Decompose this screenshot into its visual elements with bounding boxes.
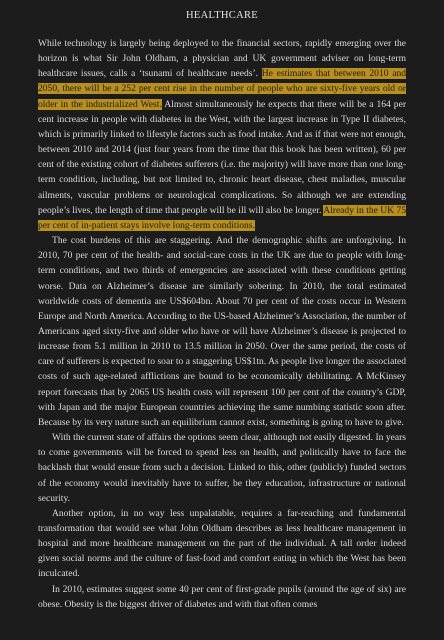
- paragraph-3: [38, 430, 406, 506]
- paragraph-1: [38, 36, 406, 233]
- text-run: While technology is largely being deployed to the financial sectors, rapidly emerging over the horizon is what Sir John Oldham, a physician and UK government adviser on long-term healthcare issues, calls a ‘tsunami of healthcare needs’.: [38, 38, 406, 80]
- text-run: With the current state of affairs the options seem clear, although not easily digested. In years to come governments will be forced to spend less on health, and politically have to face the backlash that would ensue from such a decision. Linked to this, other (publicly) funded sectors of the economy would inevitably have to suffer, be they education, infrastructure or national security.: [38, 432, 406, 504]
- paragraph-2: [38, 233, 406, 430]
- highlighted-passage[interactable]: He estimates that between 2010 and 2050, there will be a 252 per cent rise in the number of people who are sixty-five years old or older in the industrialized West.: [38, 68, 407, 110]
- text-run: In 2010, estimates suggest some 40 per cent of first-grade pupils (around the age of six) are obese. Obesity is the biggest driver of diabetes and with that often comes: [38, 583, 406, 610]
- text-run: Almost simultaneously he expects that there will be a 164 per cent increase in people with diabetes in the West, with the largest increase in Type II diabetes, which is primarily linked to lifestyle factors such as food intake. And as if that were not enough, between 2010 and 2014 (just four years from the time that this book has been written), 60 per cent of the existing cohort of diabetes sufferers (i.e. the majority) will have more than one long-term condition, including, but not limited to, chronic heart disease, chest maladies, muscular ailments, vascular problems or neurological complications. So although we are extending people’s lives, the length of time that people will be ill will also be longer.: [38, 98, 406, 216]
- highlighted-passage[interactable]: Already in the UK 75 per cent of in-patient stays involve long-term conditions.: [38, 204, 406, 231]
- paragraph-4: [38, 506, 406, 582]
- text-run: Another option, in no way less unpalatable, requires a far-reaching and fundamental transformation that would see what John Oldham describes as less healthcare management in hospital and more healthcare management on the part of the individual. A tall order indeed given social norms and the culture of fast-food and comfort eating in which the West has been inculcated.: [38, 507, 406, 580]
- text-run: The cost burdens of this are staggering. And the demographic shifts are unforgiving. In 2010, 70 per cent of the health- and social-care costs in the UK are due to people with long-term conditions, and two thirds of emergencies are associated with these conditions getting worse. Data on Alzheimer’s disease are similarly sobering. In 2010, the total estimated worldwide costs of dementia are US$604bn. About 70 per cent of the costs occur in Western Europe and North America. According to the US-based Alzheimer’s Association, the number of Americans aged sixty-five and older who have or will have Alzheimer’s disease is projected to increase from 5.1 million in 2010 to 13.5 million in 2050. Over the same period, the costs of care of sufferers is expected to soar to a staggering US$1tn. As people live longer the associated costs of such age-related afflictions are bound to be economically debilitating. A McKinsey report forecasts that by 2065 US health costs will represent 100 per cent of the country’s GDP, with Japan and the major European countries achieving the same numbing statistic soon after. Because by its very nature such an equilibrium cannot exist, something is going to have to give.: [38, 235, 406, 428]
- paragraph-5: [38, 582, 406, 612]
- running-head: HEALTHCARE: [185, 10, 259, 21]
